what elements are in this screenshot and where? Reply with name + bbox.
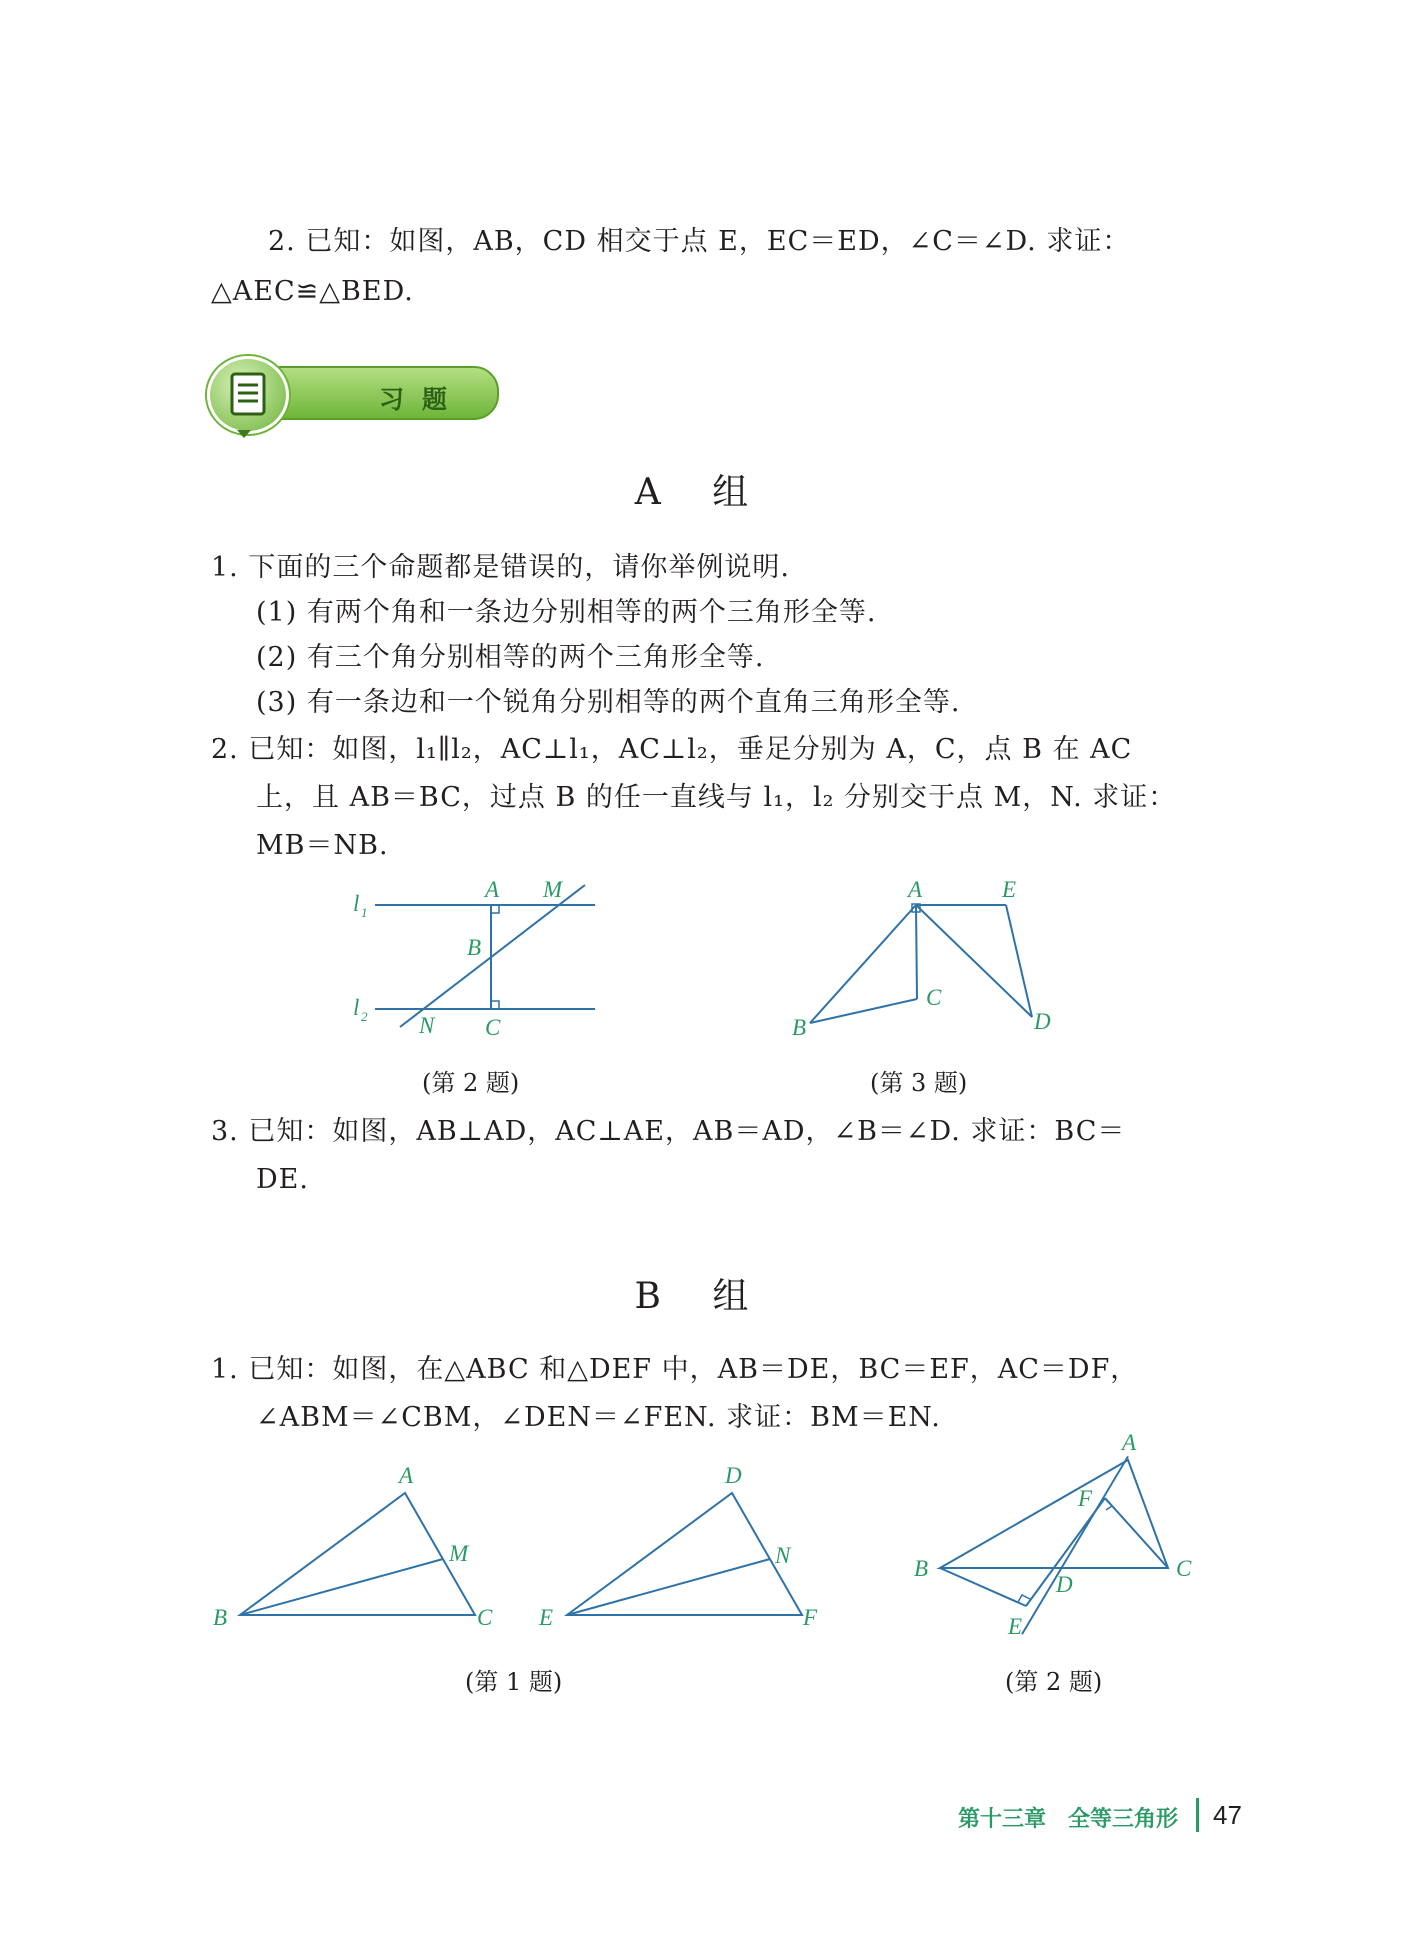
label-d: D [1034, 1009, 1051, 1034]
a2-line-3: MB＝NB. [256, 830, 389, 861]
page-number: 47 [1213, 1800, 1242, 1830]
label-n: N [775, 1543, 791, 1568]
a1-item-3: (3) 有一条边和一个锐角分别相等的两个直角三角形全等. [256, 687, 961, 718]
b1-line-2: ∠ABM＝∠CBM，∠DEN＝∠FEN. 求证：BM＝EN. [256, 1402, 941, 1433]
notebook-icon [207, 356, 289, 434]
label-m: M [543, 877, 563, 902]
label-b: B [213, 1605, 228, 1630]
figure-b2 [900, 1430, 1220, 1639]
a1-item-2: (2) 有三个角分别相等的两个三角形全等. [256, 642, 765, 673]
chevron-down-icon [237, 430, 251, 438]
figure-a2 [345, 875, 675, 1045]
label-b: B [792, 1015, 807, 1040]
label-c: C [477, 1605, 493, 1630]
label-e: E [539, 1605, 554, 1630]
intro-line-2: △AEC≌△BED. [211, 276, 414, 307]
label-a: A [908, 877, 923, 902]
label-a: A [399, 1463, 414, 1488]
label-l1-sub: 1 [361, 905, 368, 920]
label-l2-sub: 2 [361, 1009, 368, 1024]
label-f: F [803, 1605, 818, 1630]
label-c: C [485, 1015, 501, 1040]
label-m: M [449, 1541, 469, 1566]
label-e: E [1002, 877, 1017, 902]
caption-a3: (第 3 题) [870, 1069, 968, 1097]
badge-label: 习题 [379, 385, 466, 414]
label-d: D [1056, 1572, 1073, 1597]
caption-b1: (第 1 题) [465, 1668, 563, 1696]
label-c: C [1176, 1556, 1192, 1581]
exercise-badge [207, 356, 497, 442]
label-b: B [467, 935, 482, 960]
b1-line-1: 1. 已知：如图，在△ABC 和△DEF 中，AB＝DE，BC＝EF，AC＝DF， [211, 1354, 1139, 1385]
figure-a3 [780, 875, 1080, 1045]
figure-b1 [205, 1465, 845, 1645]
caption-a2: (第 2 题) [422, 1069, 520, 1097]
label-f: F [1078, 1486, 1093, 1511]
footer-chapter: 第十三章 全等三角形 [958, 1807, 1179, 1832]
footer-divider [1196, 1798, 1199, 1832]
group-a-heading: A 组 [634, 472, 769, 513]
a2-line-1: 2. 已知：如图，l₁∥l₂，AC⊥l₁，AC⊥l₂，垂足分别为 A，C，点 B 在 AC [211, 734, 1133, 765]
label-e: E [1008, 1614, 1023, 1639]
caption-b2: (第 2 题) [1005, 1668, 1103, 1696]
label-a: A [1122, 1430, 1137, 1455]
label-b: B [914, 1556, 929, 1581]
a2-line-2: 上，且 AB＝BC，过点 B 的任一直线与 l₁，l₂ 分别交于点 M，N. 求证： [256, 782, 1177, 813]
a3-line-1: 3. 已知：如图，AB⊥AD，AC⊥AE，AB＝AD，∠B＝∠D. 求证：BC＝ [211, 1116, 1126, 1147]
label-a: A [485, 877, 500, 902]
label-l2: l [353, 995, 360, 1020]
label-l1: l [353, 891, 360, 916]
a3-line-2: DE. [256, 1164, 309, 1195]
label-n: N [419, 1013, 435, 1038]
intro-line-1: 2. 已知：如图，AB，CD 相交于点 E，EC＝ED，∠C＝∠D. 求证： [268, 226, 1131, 257]
a1-item-1: (1) 有两个角和一条边分别相等的两个三角形全等. [256, 597, 877, 628]
label-d: D [725, 1463, 742, 1488]
label-c: C [926, 985, 942, 1010]
group-b-heading: B 组 [634, 1276, 769, 1317]
a1-stem: 1. 下面的三个命题都是错误的，请你举例说明. [211, 552, 790, 583]
